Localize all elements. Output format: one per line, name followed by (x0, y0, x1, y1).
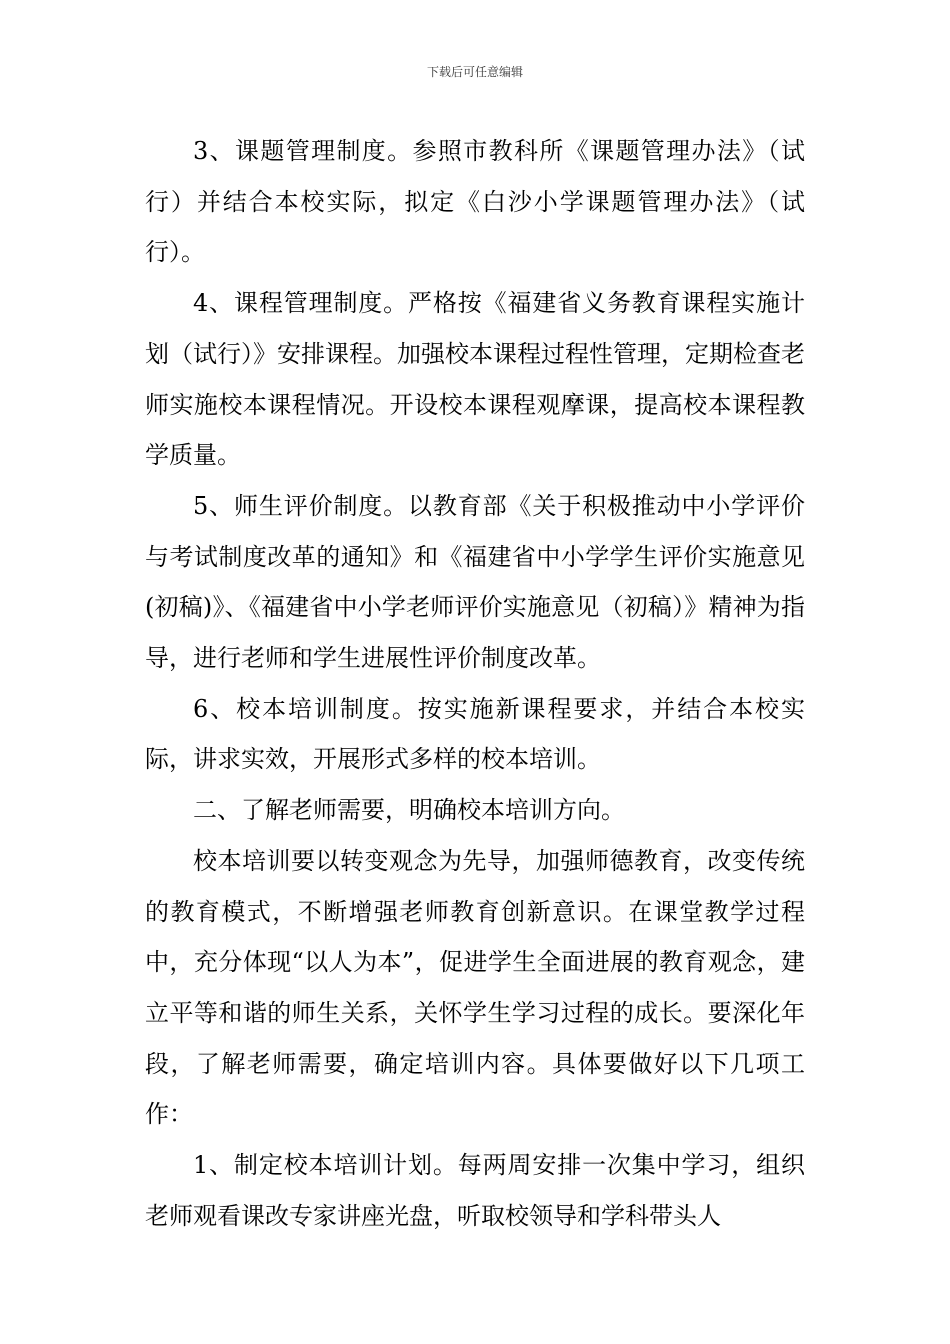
paragraph-training-system: 6、校本培训制度。按实施新课程要求，并结合本校实际，讲求实效，开展形式多样的校本培训。 (145, 694, 805, 774)
document-body (145, 126, 805, 1241)
paragraph-training-plan: 1、制定校本培训计划。每两周安排一次集中学习，组织老师观看课改专家讲座光盘，听取校领导和学科带头人 (145, 1151, 805, 1230)
section-heading-teacher-needs: 二、了解老师需要，明确校本培训方向。 (193, 796, 625, 825)
paragraph-training-guidance: 校本培训要以转变观念为先导，加强师德教育，改变传统的教育模式，不断增强老师教育创新意识。在课堂教学过程中，充分体现“以人为本”，促进学生全面进展的教育观念，建立平等和谐的师生关系，关怀学生学习过程的成长。要深化年段，了解老师需要，确定培训内容。具体要做好以下几项工作： (145, 846, 805, 1129)
page-header: 下载后可任意编辑 (426, 65, 523, 79)
paragraph-course-management: 4、课程管理制度。严格按《福建省义务教育课程实施计划（试行）》安排课程。加强校本课程过程性管理，定期检查老师实施校本课程情况。开设校本课程观摩课，提高校本课程教学质量。 (145, 289, 805, 470)
paragraph-evaluation-system: 5、师生评价制度。以教育部《关于积极推动中小学评价与考试制度改革的通知》和《福建省中小学学生评价实施意见(初稿)》、《福建省中小学老师评价实施意见（初稿）》精神为指导，进行老师和学生进展性评价制度改革。 (145, 491, 805, 673)
paragraph-topic-management: 3、课题管理制度。参照市教科所《课题管理办法》（试行）并结合本校实际，拟定《白沙小学课题管理办法》（试行）。 (145, 137, 805, 267)
